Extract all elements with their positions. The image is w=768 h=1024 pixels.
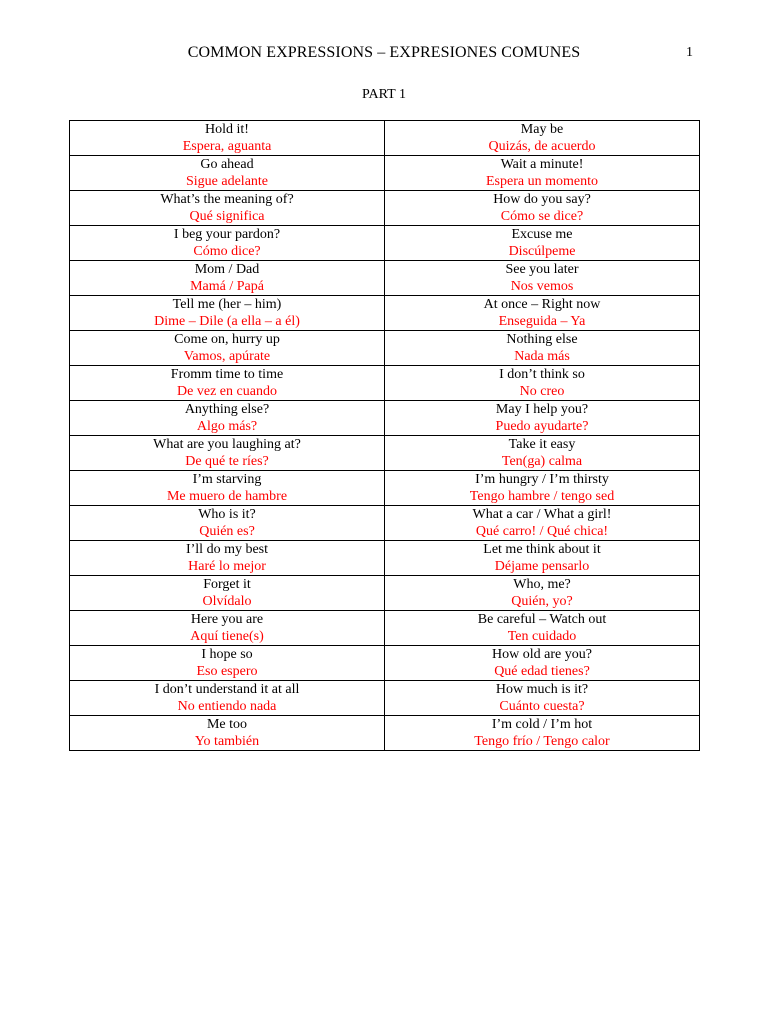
spanish-translation: De qué te ríes? xyxy=(185,454,269,469)
english-expression: Who, me? xyxy=(513,577,571,592)
spanish-translation: Cómo dice? xyxy=(193,244,261,259)
english-expression: How old are you? xyxy=(492,647,592,662)
spanish-translation: Dime – Dile (a ella – a él) xyxy=(154,314,300,329)
english-expression: Mom / Dad xyxy=(194,262,260,277)
table-row xyxy=(70,226,700,261)
english-expression: I’ll do my best xyxy=(185,542,269,557)
spanish-translation: Qué significa xyxy=(189,209,265,224)
spanish-translation: Aquí tiene(s) xyxy=(190,629,264,644)
expression-cell-right xyxy=(385,191,700,226)
expression-cell-right xyxy=(385,296,700,331)
table-row xyxy=(70,716,700,751)
expression-cell-left xyxy=(70,156,385,191)
spanish-translation: Olvídalo xyxy=(202,594,252,609)
expression-cell-right xyxy=(385,716,700,751)
expression-cell-right xyxy=(385,646,700,681)
english-expression: What’s the meaning of? xyxy=(160,192,294,207)
english-expression: I beg your pardon? xyxy=(173,227,281,242)
spanish-translation: Quién, yo? xyxy=(511,594,573,609)
spanish-translation: Quién es? xyxy=(199,524,255,539)
spanish-translation: De vez en cuando xyxy=(177,384,277,399)
english-expression: I don’t think so xyxy=(499,367,585,382)
spanish-translation: Ten cuidado xyxy=(507,629,577,644)
expression-cell-left xyxy=(70,716,385,751)
expression-cell-left xyxy=(70,471,385,506)
english-expression: Hold it! xyxy=(205,122,249,137)
expression-cell-left xyxy=(70,681,385,716)
table-row xyxy=(70,436,700,471)
expression-cell-right xyxy=(385,541,700,576)
table-row xyxy=(70,261,700,296)
expressions-table xyxy=(69,120,700,751)
expression-cell-right xyxy=(385,226,700,261)
english-expression: May I help you? xyxy=(495,402,589,417)
spanish-translation: Haré lo mejor xyxy=(188,559,266,574)
table-row xyxy=(70,576,700,611)
english-expression: Be careful – Watch out xyxy=(477,612,607,627)
english-expression: Here you are xyxy=(190,612,264,627)
expression-cell-left xyxy=(70,611,385,646)
english-expression: Who is it? xyxy=(198,507,256,522)
spanish-translation: Qué edad tienes? xyxy=(494,664,590,679)
expression-cell-right xyxy=(385,401,700,436)
spanish-translation: Me muero de hambre xyxy=(166,489,288,504)
english-expression: May be xyxy=(520,122,564,137)
expression-cell-left xyxy=(70,506,385,541)
table-row xyxy=(70,296,700,331)
expression-cell-right xyxy=(385,331,700,366)
expression-cell-left xyxy=(70,541,385,576)
spanish-translation: Mamá / Papá xyxy=(190,279,264,294)
spanish-translation: Espera un momento xyxy=(486,174,598,189)
table-row xyxy=(70,156,700,191)
table-row xyxy=(70,646,700,681)
english-expression: I’m cold / I’m hot xyxy=(491,717,593,732)
spanish-translation: Nos vemos xyxy=(510,279,574,294)
expression-cell-left xyxy=(70,191,385,226)
spanish-translation: Qué carro! / Qué chica! xyxy=(475,524,609,539)
expression-cell-left xyxy=(70,401,385,436)
table-row xyxy=(70,401,700,436)
spanish-translation: Puedo ayudarte? xyxy=(495,419,589,434)
table-row xyxy=(70,121,700,156)
spanish-translation: Sigue adelante xyxy=(185,174,269,189)
english-expression: What are you laughing at? xyxy=(153,437,301,452)
spanish-translation: Discúlpeme xyxy=(508,244,576,259)
expression-cell-left xyxy=(70,261,385,296)
english-expression: Tell me (her – him) xyxy=(172,297,282,312)
expression-cell-left xyxy=(70,366,385,401)
spanish-translation: Cuánto cuesta? xyxy=(499,699,585,714)
english-expression: Wait a minute! xyxy=(500,157,584,172)
expression-cell-right xyxy=(385,576,700,611)
table-row xyxy=(70,681,700,716)
table-row xyxy=(70,366,700,401)
spanish-translation: Espera, aguanta xyxy=(182,139,272,154)
spanish-translation: No creo xyxy=(519,384,565,399)
expression-cell-left xyxy=(70,331,385,366)
english-expression: I hope so xyxy=(201,647,253,662)
english-expression: What a car / What a girl! xyxy=(472,507,612,522)
spanish-translation: Tengo frío / Tengo calor xyxy=(474,734,610,749)
expression-cell-right xyxy=(385,261,700,296)
english-expression: Go ahead xyxy=(200,157,254,172)
expression-cell-right xyxy=(385,506,700,541)
table-row xyxy=(70,331,700,366)
table-row xyxy=(70,541,700,576)
table-row xyxy=(70,506,700,541)
english-expression: Nothing else xyxy=(506,332,578,347)
expression-cell-left xyxy=(70,226,385,261)
spanish-translation: Yo también xyxy=(194,734,260,749)
english-expression: How much is it? xyxy=(495,682,589,697)
english-expression: Excuse me xyxy=(511,227,573,242)
expression-cell-right xyxy=(385,611,700,646)
spanish-translation: Enseguida – Ya xyxy=(498,314,586,329)
english-expression: Anything else? xyxy=(184,402,270,417)
english-expression: I don’t understand it at all xyxy=(154,682,300,697)
expression-cell-right xyxy=(385,471,700,506)
table-row xyxy=(70,611,700,646)
english-expression: Me too xyxy=(206,717,248,732)
expression-cell-right xyxy=(385,436,700,471)
expressions-table-body xyxy=(70,121,700,751)
spanish-translation: Vamos, apúrate xyxy=(183,349,271,364)
english-expression: I’m starving xyxy=(192,472,262,487)
english-expression: See you later xyxy=(505,262,579,277)
spanish-translation: Nada más xyxy=(514,349,570,364)
expression-cell-right xyxy=(385,366,700,401)
expression-cell-left xyxy=(70,436,385,471)
english-expression: Let me think about it xyxy=(483,542,601,557)
document-title: COMMON EXPRESSIONS – EXPRESIONES COMUNES xyxy=(187,44,581,61)
expression-cell-left xyxy=(70,296,385,331)
expression-cell-left xyxy=(70,576,385,611)
spanish-translation: Tengo hambre / tengo sed xyxy=(469,489,615,504)
spanish-translation: No entiendo nada xyxy=(177,699,277,714)
part-heading: PART 1 xyxy=(362,87,406,102)
page-number: 1 xyxy=(686,45,693,60)
english-expression: Come on, hurry up xyxy=(174,332,280,347)
table-row xyxy=(70,471,700,506)
english-expression: Fromm time to time xyxy=(170,367,284,382)
expression-cell-right xyxy=(385,681,700,716)
english-expression: Take it easy xyxy=(508,437,576,452)
table-row xyxy=(70,191,700,226)
expression-cell-left xyxy=(70,646,385,681)
spanish-translation: Ten(ga) calma xyxy=(501,454,583,469)
spanish-translation: Algo más? xyxy=(196,419,258,434)
expression-cell-right xyxy=(385,121,700,156)
english-expression: Forget it xyxy=(203,577,251,592)
spanish-translation: Cómo se dice? xyxy=(500,209,584,224)
spanish-translation: Eso espero xyxy=(196,664,258,679)
expression-cell-right xyxy=(385,156,700,191)
english-expression: I’m hungry / I’m thirsty xyxy=(475,472,609,487)
english-expression: How do you say? xyxy=(493,192,591,207)
spanish-translation: Déjame pensarlo xyxy=(494,559,590,574)
expression-cell-left xyxy=(70,121,385,156)
english-expression: At once – Right now xyxy=(483,297,601,312)
spanish-translation: Quizás, de acuerdo xyxy=(488,139,596,154)
